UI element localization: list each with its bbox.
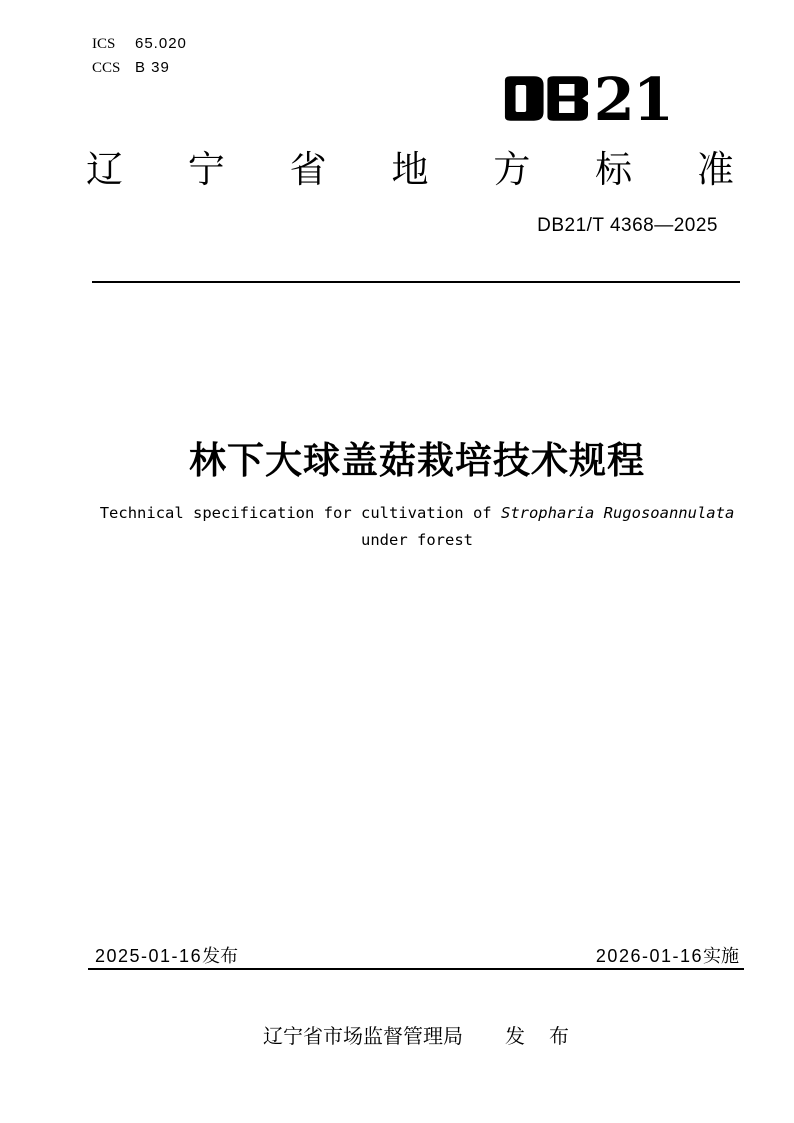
standard-type-char: 准 (696, 149, 734, 190)
db21-logo (503, 75, 673, 122)
ics-label: ICS (92, 36, 116, 52)
db21-logo-number: 21 (593, 75, 672, 122)
standard-ref-number: DB21/T 4368—2025 (537, 215, 718, 236)
document-title-en-line1 (72, 500, 762, 527)
document-title-en (72, 500, 762, 554)
issue-label: 发布 (202, 946, 239, 966)
standard-type-char: 地 (391, 149, 429, 190)
publish-action-label: 发 布 (505, 1026, 571, 1048)
ics-value: 65.020 (135, 35, 187, 52)
ccs-value: B 39 (135, 59, 170, 76)
db21-logo-graphic (503, 75, 673, 122)
standard-type-char: 辽 (86, 149, 123, 190)
standard-type-char: 省 (289, 149, 327, 190)
ics-row (92, 32, 187, 56)
standard-type-char: 标 (595, 149, 633, 190)
implementation-date: 2026-01-16 (595, 946, 703, 966)
issue-date: 2025-01-16 (95, 946, 203, 966)
classification-block (92, 32, 187, 80)
date-row (95, 942, 739, 968)
ccs-label: CCS (92, 60, 121, 76)
footer-divider-line (88, 968, 744, 970)
standard-type-char: 宁 (187, 149, 225, 190)
title-en-species-name: Stropharia Rugosoannulata (500, 504, 735, 522)
header-divider-line (92, 281, 740, 283)
title-en-text: Technical specification for cultivation of (99, 504, 501, 522)
publisher-row (92, 1020, 742, 1049)
ccs-row (92, 56, 187, 80)
implementation-date-block (596, 942, 739, 968)
standard-type-char: 方 (493, 149, 531, 190)
standard-type-heading (86, 150, 734, 190)
document-title-en-line2: under forest (361, 531, 473, 549)
issue-date-block (95, 942, 238, 968)
publisher-name: 辽宁省市场监督管理局 (263, 1026, 463, 1048)
document-title-zh: 林下大球盖菇栽培技术规程 (189, 440, 645, 481)
implementation-label: 实施 (703, 946, 739, 966)
